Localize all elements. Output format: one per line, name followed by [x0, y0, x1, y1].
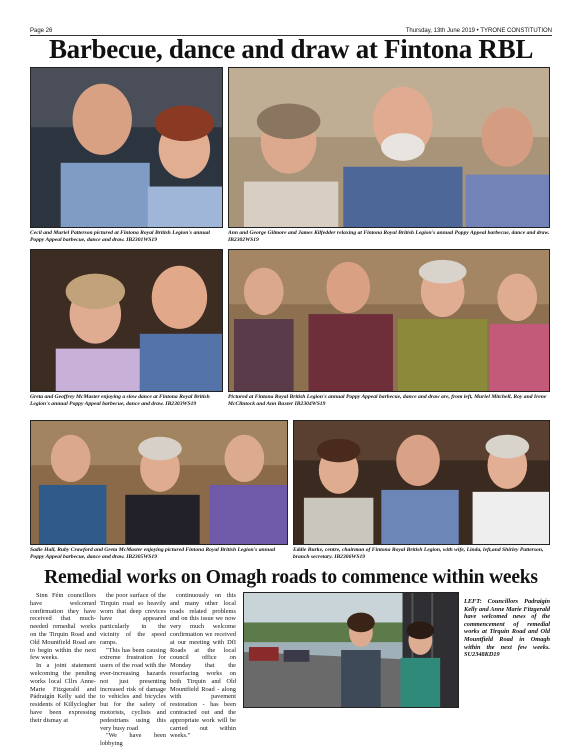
photo-hall-crawford-mcmaster — [30, 420, 288, 545]
article-column-1 — [30, 592, 96, 724]
article-column-2 — [100, 592, 166, 748]
photo-councillors-road — [243, 592, 459, 708]
issue-date: Thursday, 13th June 2019 • TYRONE CONSTITUTION — [405, 28, 552, 34]
story-headline: Remedial works on Omagh roads to commence within weeks — [44, 567, 538, 588]
caption-photo-2: Ann and George Gilmore and James Kilfedder relaxing at Fintona Royal British Legion's annual Poppy Appeal barbecue, dance and draw. IB2302WS19 — [228, 230, 550, 243]
article-paragraph: "We have been lobbying — [100, 732, 166, 748]
photo-burke-patterson — [293, 420, 550, 545]
article-paragraph: continuously on this and many other local roads related problems and on this issue we now very much welcome confirmation we received at our meeting with DfI Roads at the local council office on Monday that the resurfacing works on both Tirquin and Old Mountfield Road - along with pavement restoration - has been contracted out and the appropriate work will be carried out within weeks." — [170, 592, 236, 740]
photo-mitchell-mcclintock-baxter — [228, 249, 550, 392]
article-paragraph: In a joint statement welcoming the pending works local Cllrs Anne-Marie Fitzgerald and Pádraigín Kelly said the residents of Killyclogher have been expressing their dismay at — [30, 662, 96, 724]
caption-photo-1: Cecil and Muriel Patterson pictured at Fintona Royal British Legion's annual Poppy Appeal barbecue, dance and draw. IB2301WS19 — [30, 230, 210, 243]
article-paragraph: "This has been causing extreme frustration for users of the road with the ever-increasing hazards not just presenting increased risk of damage to vehicles and bicycles but for the safety of motorists, cyclists and pedestrians using this very busy road — [100, 646, 166, 732]
article-paragraph: Sinn Féin councillors have welcomed confirmation they have received that much-needed remedial works on the Tirquin Road and Old Mountfield Road are to begin within the next few weeks. — [30, 592, 96, 662]
caption-photo-4: Pictured at Fintona Royal British Legion's annual Poppy Appeal barbecue, dance and draw are, from left, Muriel Mitchell, Roy and Irene McClintock and Ann Baxter IB2304WS19 — [228, 394, 547, 407]
caption-photo-6: Eddie Burke, centre, chairman of Fintona Royal British Legion, with wife, Linda, left,and Shirley Patterson, branch secretary. IB2306WS19 — [293, 547, 544, 560]
photo-mcmaster-dance — [30, 249, 223, 392]
main-headline: Barbecue, dance and draw at Fintona RBL — [48, 34, 534, 64]
photo-patterson-couple — [30, 67, 223, 228]
page-number: Page 26 — [30, 28, 53, 34]
photo-gilmore-kilfedder — [228, 67, 550, 228]
article-paragraph: the poor surface of the Tirquin road so heavily worn that deep crevices have appeared particularly in the vicinity of the speed ramps. — [100, 592, 166, 646]
article-column-3 — [170, 592, 236, 740]
caption-photo-5: Sadie Hall, Ruby Crawford and Greta McMaster enjoying pictured Fintona Royal British Legion's annual Poppy Appeal barbecue, dance and draw. IB2305WS19 — [30, 547, 276, 560]
caption-photo-3: Greta and Geoffrey McMaster enjoying a slow dance at Fintona Royal British Legion's annual Poppy Appeal barbecue, dance and draw. IB2303WS19 — [30, 394, 210, 407]
photo-side-caption: LEFT: Councillors Padraigín Kelly and Anne Marie Fitzgerald have welcomed news of the commencement of remedial works at Tirquin Road and Old Mountfield Road in Omagh within the next few weeks. SU2348KD19 — [464, 598, 550, 659]
